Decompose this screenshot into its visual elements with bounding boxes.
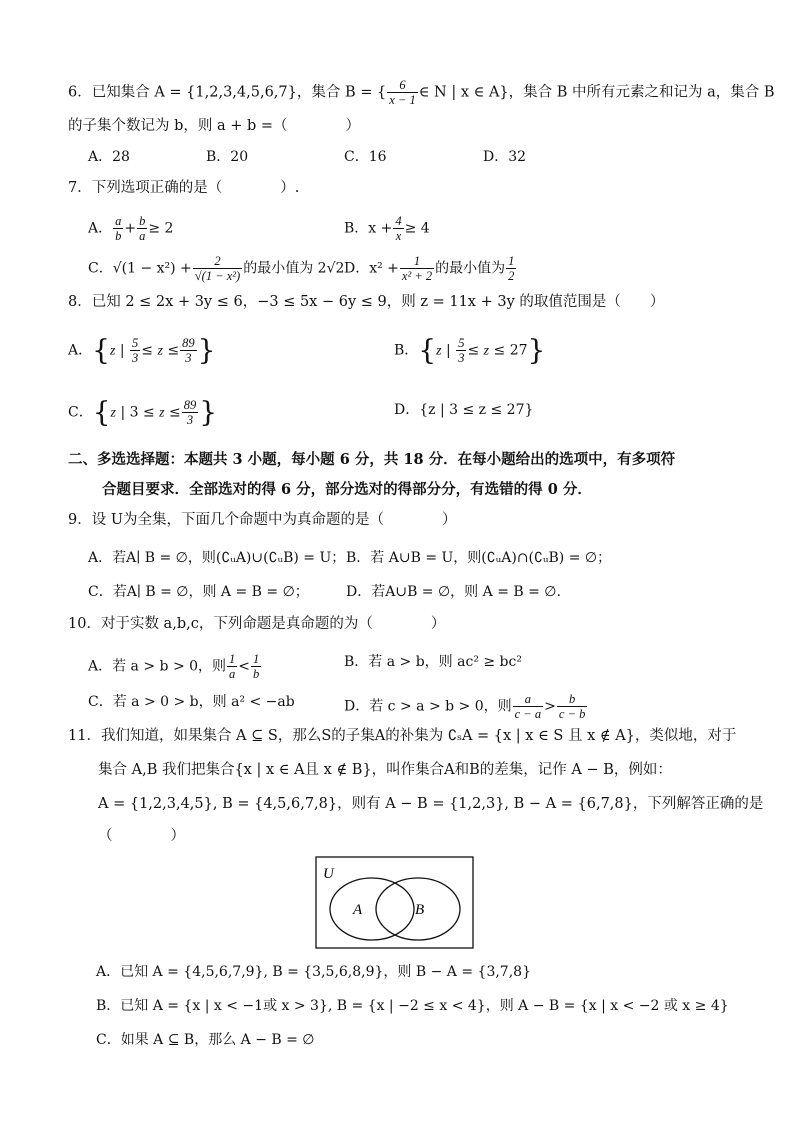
q6-line1: 6．已知集合 A = {1,2,3,4,5,6,7}，集合 B = { $\frac{6}{x - 1}$ ∈ N | x ∈ A}，集合 B 中所有元素之和记为 a，集合 B xyxy=(68,78,775,107)
q9-option-c: C．若A∣ B = ∅，则 A = B = ∅； xyxy=(88,584,309,600)
q8-option-c: C．{z | 3 ≤ z ≤ $\frac{89}{3}$ } xyxy=(68,395,218,429)
q10-option-b: B．若 a > b，则 ac² ≥ bc² xyxy=(344,654,522,670)
q9-stem: 9．设 U为全集，下面几个命题中为真命题的是（ ） xyxy=(68,512,457,528)
q8-stem: 8．已知 2 ≤ 2x + 3y ≤ 6，−3 ≤ 5x − 6y ≤ 9，则 z = 11x + 3y 的取值范围是（ ） xyxy=(68,294,665,310)
q6-line2: 的子集个数记为 b，则 a + b =（ ） xyxy=(68,118,361,134)
q8-option-d: D．{z | 3 ≤ z ≤ 27} xyxy=(394,402,534,418)
q11-option-c: C．如果 A ⊆ B，那么 A − B = ∅ xyxy=(96,1032,315,1048)
q6-option-b: B．20 xyxy=(206,149,249,165)
section2-heading-line1: 二、多选选择题：本题共 3 小题，每小题 6 分，共 18 分．在每小题给出的选项中，有多项符 xyxy=(68,451,676,468)
label-b: B xyxy=(415,902,425,918)
q10-option-d: D．若 c > a > b > 0，则 $\frac{a}{c - a}$ > $\frac{b}{c - b}$ xyxy=(344,692,586,721)
q7-option-b: B．x + $\frac{4}{x}$ ≥ 4 xyxy=(344,214,430,243)
q8-option-a: A．{z | $\frac{5}{3}$ ≤ z ≤ $\frac{89}{3}$ } xyxy=(68,333,216,367)
q9-option-b: B．若 A∪B = U，则(∁ᵤA)∩(∁ᵤB) = ∅； xyxy=(346,550,612,566)
section2-heading-line2: 合题目要求．全部选对的得 6 分，部分选对的得部分分，有选错的得 0 分． xyxy=(102,481,592,498)
q11-line4: （ ） xyxy=(98,828,185,844)
q10-stem: 10．对于实数 a,b,c，下列命题是真命题的为（ ） xyxy=(68,616,446,632)
q7-option-d: D．x² + $\frac{1}{\text{x² + 2}}$ 的最小值为 $\frac{1}{2}$ xyxy=(344,254,515,283)
q6-option-d: D．32 xyxy=(483,149,527,165)
q7-option-c: C．√(1 − x²) + $\frac{2}{\text{√(1 − x²)}}$ 的最小值为 2√2 xyxy=(88,254,345,283)
set-a-circle xyxy=(330,878,414,940)
q7-option-a: A． $\frac{a}{b}$ + $\frac{b}{a}$ ≥ 2 xyxy=(88,214,174,243)
q11-option-b: B．已知 A = {x | x < −1或 x > 3}, B = {x | −2 ≤ x < 4}，则 A − B = {x | x < −2 或 x ≥ 4} xyxy=(96,998,729,1014)
q9-option-a: A．若A∣ B = ∅，则(∁ᵤA)∪(∁ᵤB) = U； xyxy=(88,550,346,566)
q10-option-c: C．若 a > 0 > b，则 a² < −ab xyxy=(88,694,295,710)
q9-option-d: D．若A∪B = ∅，则 A = B = ∅. xyxy=(346,584,561,600)
q6-fraction: $\frac{6}{x - 1}$ xyxy=(389,78,416,107)
label-u: U xyxy=(323,866,334,882)
q11-option-a: A．已知 A = {4,5,6,7,9}, B = {3,5,6,8,9}，则 B − A = {3,7,8} xyxy=(96,964,531,980)
q8-option-b: B．{z | $\frac{5}{3}$ ≤ z ≤ 27} xyxy=(394,333,546,367)
label-a: A xyxy=(353,902,363,918)
q11-line2: 集合 A,B 我们把集合{x | x ∈ A且 x ∉ B}，叫作集合A和B的差集，记作 A − B，例如： xyxy=(98,762,672,778)
q6-option-a: A．28 xyxy=(88,149,130,165)
q10-option-a: A．若 a > b > 0，则 $\frac{1}{a}$ < $\frac{1}{b}$ xyxy=(88,652,260,681)
q11-line1: 11．我们知道，如果集合 A ⊆ S，那么S的子集A的补集为 ∁ₛA = {x | x ∈ S 且 x ∉ A}，类似地，对于 xyxy=(68,728,737,744)
q6-option-c: C．16 xyxy=(344,149,387,165)
venn-diagram xyxy=(315,856,475,950)
q7-stem: 7．下列选项正确的是（ ）. xyxy=(68,180,300,196)
q11-line3: A = {1,2,3,4,5}, B = {4,5,6,7,8}，则有 A − B = {1,2,3}, B − A = {6,7,8}，下列解答正确的是 xyxy=(98,796,764,812)
